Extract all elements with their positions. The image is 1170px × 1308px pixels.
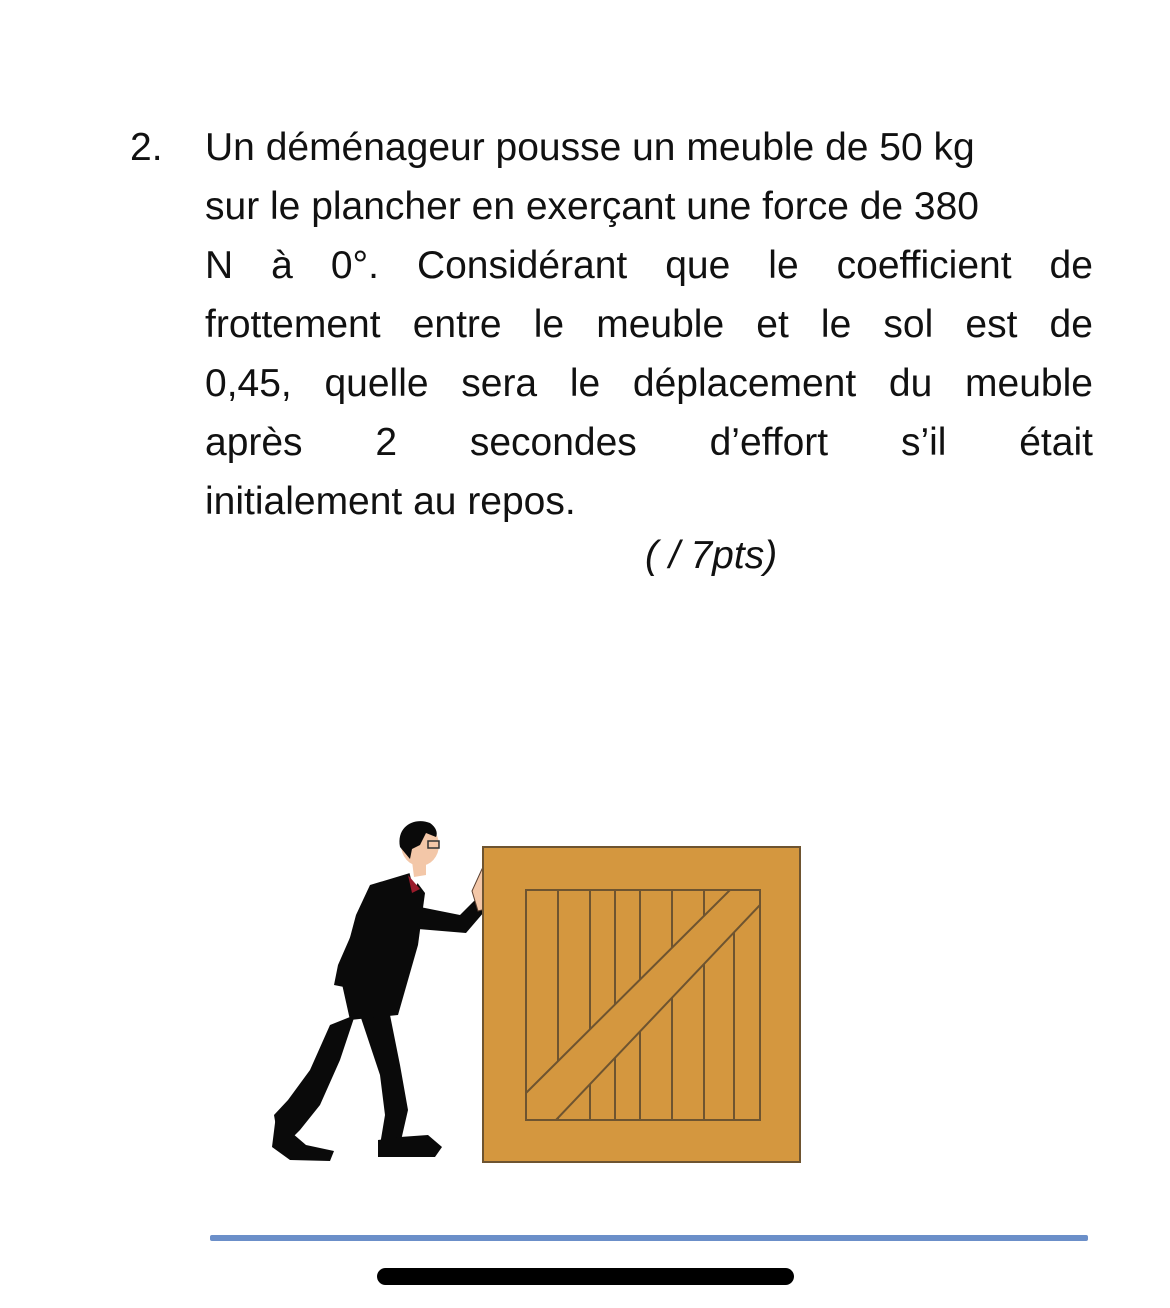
question-word: le xyxy=(768,244,799,287)
question-word: Considérant xyxy=(416,244,628,287)
question-word: le xyxy=(820,303,852,346)
question-word: meuble xyxy=(596,303,725,346)
question-word: sera xyxy=(461,362,538,405)
illustration xyxy=(260,815,820,1175)
question-word: 2 xyxy=(375,421,398,464)
question-block xyxy=(0,0,1170,600)
question-word: meuble xyxy=(965,362,1093,405)
question-line xyxy=(205,118,1093,177)
question-word: d’effort xyxy=(709,421,829,464)
question-line xyxy=(205,177,1093,236)
divider-line xyxy=(210,1235,1088,1241)
question-word: 0°. xyxy=(330,244,379,287)
question-word: le xyxy=(569,362,601,405)
question-word: sol xyxy=(883,303,934,346)
question-line xyxy=(205,413,1093,472)
question-word: était xyxy=(1019,421,1093,464)
question-word: sur le plancher en exerçant une force de 380 xyxy=(205,185,980,228)
question-word: de xyxy=(1049,303,1093,346)
question-line xyxy=(205,295,1093,354)
question-word: frottement xyxy=(205,303,381,346)
home-indicator[interactable] xyxy=(377,1268,794,1285)
question-word: N xyxy=(205,244,234,287)
question-points: ( / 7pts) xyxy=(645,534,778,577)
question-word: à xyxy=(271,244,293,287)
question-word: 0,45, xyxy=(205,362,292,405)
question-line xyxy=(205,472,1093,531)
question-word: après xyxy=(205,421,303,464)
question-word: déplacement xyxy=(632,362,857,405)
question-word: quelle xyxy=(324,362,429,405)
question-word: initialement au repos. xyxy=(205,480,576,523)
question-word: entre xyxy=(412,303,502,346)
question-word: le xyxy=(533,303,565,346)
question-word: de xyxy=(1049,244,1093,287)
question-line xyxy=(205,236,1093,295)
question-text xyxy=(205,118,1093,531)
question-word: que xyxy=(665,244,731,287)
question-word: et xyxy=(756,303,789,346)
question-word: secondes xyxy=(469,421,637,464)
question-number: 2. xyxy=(130,126,163,169)
question-word: s’il xyxy=(900,421,947,464)
businessman-pushing-icon xyxy=(272,821,490,1161)
wooden-crate-icon xyxy=(483,847,800,1162)
question-word: Un déménageur pousse un meuble de 50 kg xyxy=(205,126,975,169)
question-word: du xyxy=(888,362,933,405)
question-line xyxy=(205,354,1093,413)
question-word: coefficient xyxy=(836,244,1012,287)
question-word: est xyxy=(965,303,1018,346)
